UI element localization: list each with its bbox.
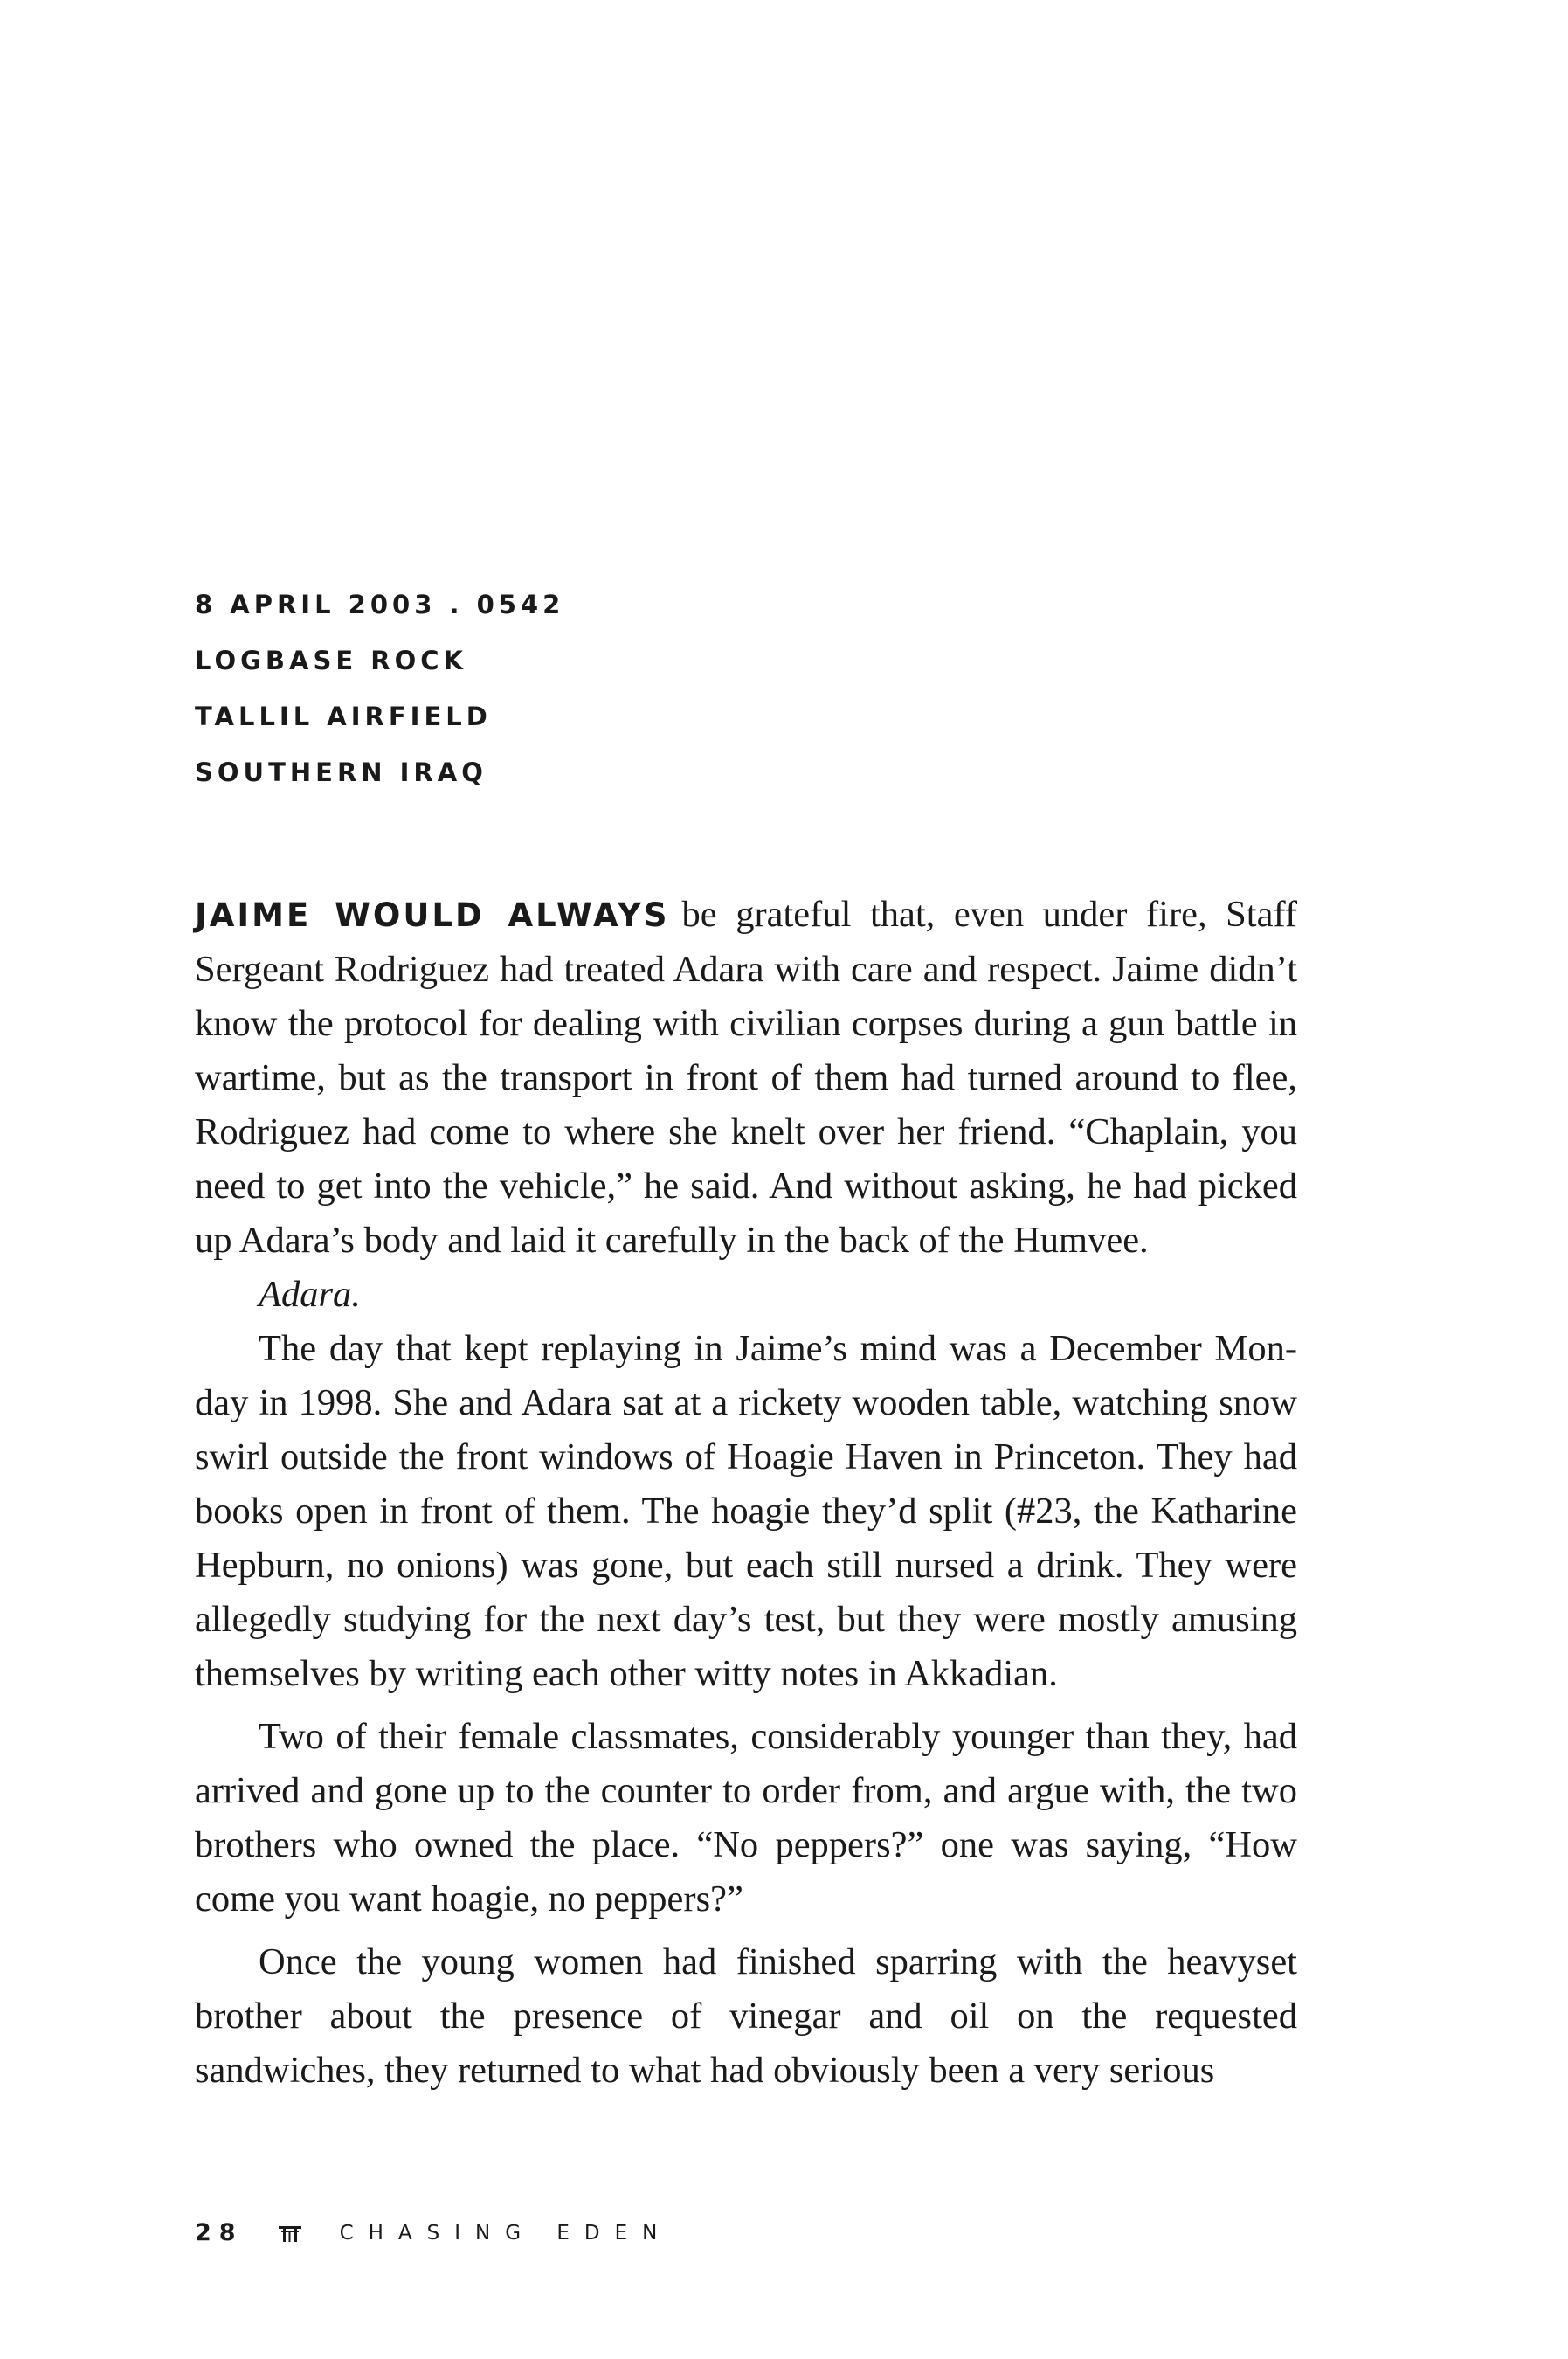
paragraph-5: Once the young women had finished sparring with the heavyset brother about the presence of vinegar and oil on the requested sandwiches, they returned to what had obviously been a very serious <box>195 1941 1297 2091</box>
page-number: 28 <box>195 2219 244 2246</box>
gate-icon <box>279 2224 301 2242</box>
paragraph-1 <box>195 888 1297 1268</box>
dateline <box>195 577 564 800</box>
dateline-airfield: TALLIL AIRFIELD <box>195 702 492 731</box>
dateline-base: LOGBASE ROCK <box>195 646 467 675</box>
paragraph-4: Two of their female classmates, considerably younger than they, had arrived and gone up to the counter to order from, and argue with, the two brothers who owned the place. “No peppers?” one was saying, “How come you want hoagie, no peppers?” <box>195 1716 1297 1920</box>
body-text <box>195 888 1297 2098</box>
dateline-date: 8 APRIL 2003 . 0542 <box>195 590 565 619</box>
paragraph-2-text: Adara. <box>259 1274 361 1315</box>
dateline-region: SOUTHERN IRAQ <box>195 758 487 787</box>
paragraph-2 <box>195 1268 1297 1322</box>
page-footer <box>195 2219 672 2246</box>
paragraph-1-text: be grateful that, even under fire, Staff Sergeant Rodriguez had treated Adara with care and respect. Jaime didn’t know the protocol for dealing with civilian corpses during a gun battle in wartime, but as the transport in front of them had turned around to flee, Rodriguez had come to where she knelt over her friend. “Chaplain, you need to get into the vehicle,” he said. And without asking, he had picked up Adara’s body and laid it carefully in the back of the Humvee. <box>195 894 1298 1261</box>
paragraph-3: The day that kept replaying in Jaime’s mind was a December Monday in 1998. She and Adara sat at a rickety wooden table, watching snow swirl outside the front windows of Hoagie Haven in Princeton. They had books open in front of them. The hoagie they’d split (#23, the Katharine Hepburn, no onions) was gone, but each still nursed a drink. They were allegedly studying for the next day’s test, but they were mostly amusing themselves by writing each other witty notes in Akkadian. <box>195 1328 1297 1694</box>
running-title: CHASING EDEN <box>339 2221 673 2245</box>
lead-in: JAIME WOULD ALWAYS <box>195 896 670 934</box>
